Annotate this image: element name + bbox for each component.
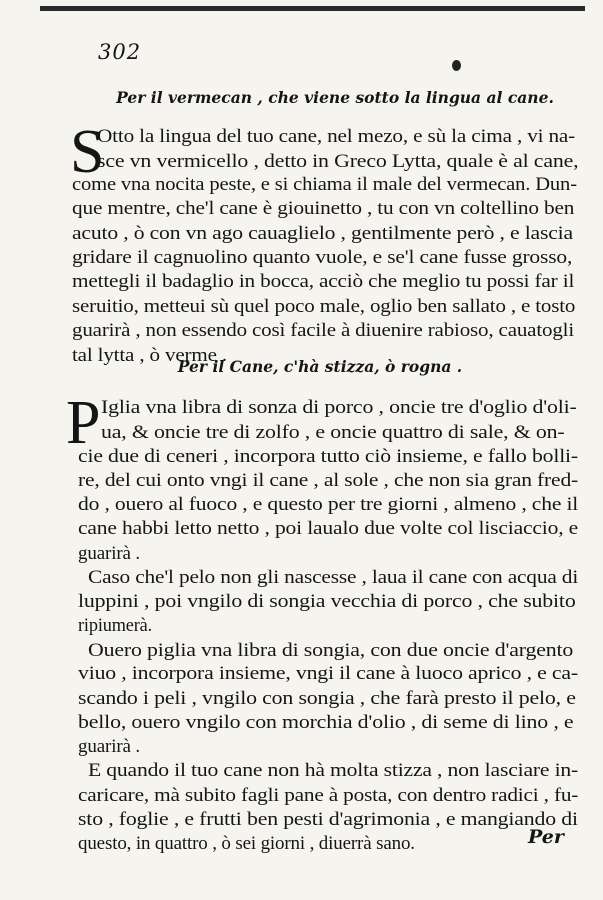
section2-line: cane habbi letto netto , poi laualo due volte col lisciaccio, e: [78, 518, 579, 539]
section2-line: guarirà .: [78, 736, 141, 757]
section1-line: Otto la lingua del tuo cane, nel mezo, e sù la cima , vi na-: [97, 126, 576, 147]
section1-line: que mentre, che'l cane è giouinetto , tu con vn coltellino ben: [72, 198, 575, 219]
ink-spot: [452, 60, 461, 71]
top-rule: [40, 6, 585, 11]
section1-line: come vna nocita peste, e si chiama il male del vermecan. Dun-: [72, 174, 577, 195]
dropcap-s: S: [70, 118, 105, 186]
section1-line: sce vn vermicello , detto in Greco Lytta, quale è al cane,: [97, 151, 579, 172]
section-heading-1: Per il vermecan , che viene sotto la lingua al cane.: [116, 88, 554, 107]
section2-line: Caso che'l pelo non gli nascesse , laua il cane con acqua di: [88, 567, 579, 588]
section2-line: cie due di ceneri , incorpora tutto ciò insieme, e fallo bolli-: [78, 446, 578, 467]
catchword: Per: [528, 826, 564, 848]
section2-line: scando i peli , vngilo con songia , che farà presto il pelo, e: [78, 688, 576, 709]
section2-line: bello, ouero vngilo con morchia d'olio , di seme di lino , e: [78, 712, 574, 733]
section1-line: seruitio, metteui sù quel poco male, oglio ben sallato , e tosto: [72, 296, 576, 317]
section2-line: do , ouero al fuoco , e questo per tre giorni , almeno , che il: [78, 494, 579, 515]
section1-line: tal lytta , ò verme .: [72, 345, 227, 366]
section2-line: viuo , incorpora insieme, vngi il cane à luoco aprico , e ca-: [78, 663, 578, 684]
dropcap-p: P: [66, 389, 101, 457]
section1-line: mettegli il badaglio in bocca, acciò che meglio tu possi far il: [72, 271, 575, 292]
section1-line: acuto , ò con vn ago cauaglielo , gentilmente però , e lascia: [72, 223, 573, 244]
section2-line: ua, & oncie tre di zolfo , e oncie quattro di sale, & on-: [101, 422, 565, 443]
section2-line: re, del cui onto vngi il cane , al sole , che non sia gran fred-: [78, 470, 579, 491]
page-number: 302: [98, 40, 142, 64]
section-heading-2: Per il Cane, c'hà stizza, ò rogna .: [177, 357, 463, 376]
section2-line: guarirà .: [78, 543, 141, 564]
section2-line: Ouero piglia vna libra di songia, con due oncie d'argento: [88, 640, 574, 661]
section2-line: luppini , poi vngilo di songia vecchia di porco , che subito: [78, 591, 576, 612]
section2-line: caricare, mà subito fagli pane à posta, con dentro radici , fu-: [78, 785, 579, 806]
section1-line: guarirà , non essendo così facile à diuenire rabioso, cauatogli: [72, 320, 575, 341]
section2-line: sto , foglie , e frutti ben pesti d'agrimonia , e mangiando di: [78, 809, 578, 830]
section2-line: ripiumerà.: [78, 615, 153, 636]
section2-line: Iglia vna libra di sonza di porco , oncie tre d'oglio d'oli-: [101, 397, 577, 418]
section2-line: questo, in quattro , ò sei giorni , diuerrà sano.: [78, 833, 415, 854]
section2-line: E quando il tuo cane non hà molta stizza , non lasciare in-: [88, 760, 579, 781]
section1-line: gridare il cagnuolino quanto vuole, e se'l cane fusse grosso,: [72, 247, 573, 268]
